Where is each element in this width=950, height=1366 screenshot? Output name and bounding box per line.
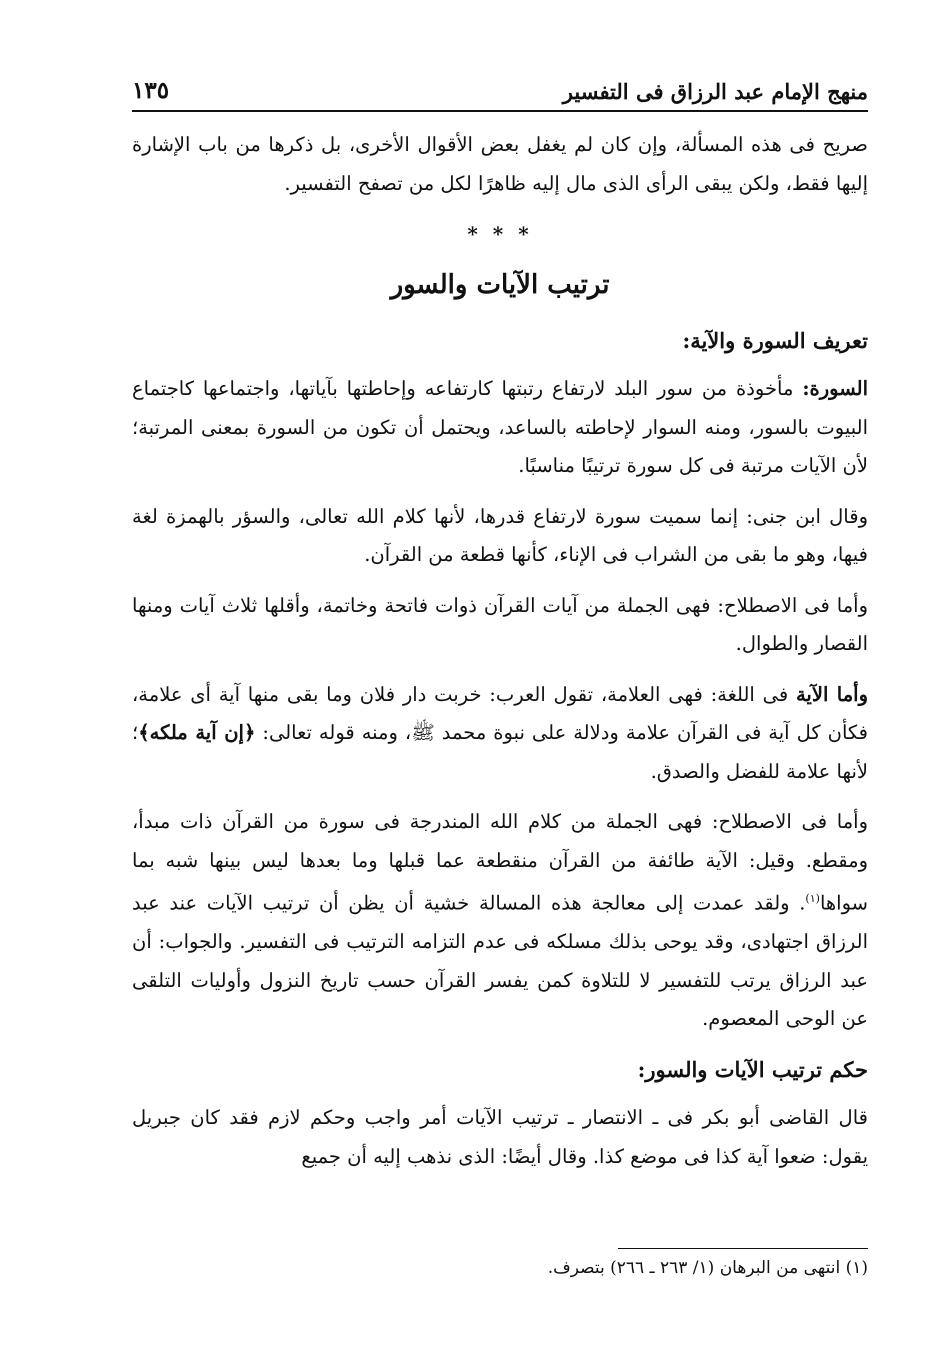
paragraph-1: صريح فى هذه المسألة، وإن كان لم يغفل بعض الأقوال الأخرى، بل ذكرها من باب الإشارة إليها فقط، ولكن يبقى الرأى الذى مال إليه ظاهرًا لكل من تصفح التفسير. xyxy=(132,133,868,195)
quran-verse: ﴿إن آية ملكه﴾ xyxy=(138,721,256,744)
paragraph-surah-definition xyxy=(132,370,868,486)
paragraph-ayah-technical-b: . ولقد عمدت إلى معالجة هذه المسالة خشية أن يظن أن ترتيب الآيات عند عبد الرزاق اجتهادى، وقد يوحى بذلك مسلكه فى عدم التزامه الترتيب فى التفسير. والجواب: أن عبد الرزاق يرتب للتفسير لا للتلاوة كمن يفسر القرآن حسب تاريخ النزول وأوليات التلقى عن الوحى المعصوم. xyxy=(132,891,868,1030)
header-rule xyxy=(132,110,868,112)
body-text xyxy=(132,126,868,1188)
footnote: (١) انتهى من البرهان (١/ ٢٦٣ ـ ٢٦٦) بتصرف. xyxy=(547,1258,868,1278)
section-separator: * * * xyxy=(467,222,533,246)
section-title: ترتيب الآيات والسور xyxy=(390,269,610,300)
book-title: منهج الإمام عبد الرزاق فى التفسير xyxy=(562,79,868,104)
subheading-ruling: حكم ترتيب الآيات والسور: xyxy=(637,1056,868,1082)
page-number: ١٣٥ xyxy=(132,77,170,104)
paragraph-ayah-technical xyxy=(132,803,868,1039)
paragraph-lead-surah: السورة: xyxy=(802,377,868,400)
paragraph-ayah-technical-a: وأما فى الاصطلاح: فهى الجملة من كلام الله المندرجة فى سورة من القرآن ذات مبدأ، ومقطع. وقيل: الآية طائفة من القرآن منقطعة عما قبلها وما بعدها ليس بينها شبه بما سواها xyxy=(132,810,868,915)
paragraph-surah-technical: وأما فى الاصطلاح: فهى الجملة من آيات القرآن ذوات فاتحة وخاتمة، وأقلها ثلاث آيات ومنها القصار والطوال. xyxy=(132,593,868,655)
paragraph-ayah-text-b: ؛ لأنها علامة للفضل والصدق. xyxy=(132,721,868,783)
paragraph-surah-text: مأخوذة من سور البلد لارتفاع رتبتها كارتفاعه وإحاطتها بآياتها، واجتماعها كاجتماع البيوت بالسور، ومنه السوار لإحاطته بالساعد، ويحتمل أن تكون من السورة بمعنى المرتبة؛ لأن الآيات مرتبة فى كل سورة ترتيبًا مناسبًا. xyxy=(132,377,868,477)
running-header xyxy=(132,64,868,104)
paragraph-ibn-jinni: وقال ابن جنى: إنما سميت سورة لارتفاع قدرها، لأنها كلام الله تعالى، والسؤر بالهمزة لغة فيها، وهو ما بقى من الشراب فى الإناء، كأنها قطعة من القرآن. xyxy=(132,504,868,566)
paragraph-lead-ayah: وأما الآية xyxy=(795,682,868,706)
paragraph-ayah-text-a: فى اللغة: فهى العلامة، تقول العرب: خربت دار فلان وما بقى منها آية أى علامة، فكأن كل آية فى القرآن علامة ودلالة على نبوة محمد ﷺ، ومنه قوله تعالى: xyxy=(132,682,868,744)
subheading-definition: تعريف السورة والآية: xyxy=(682,327,868,353)
paragraph-ayah-language xyxy=(132,676,868,792)
footnote-marker[interactable]: (١) xyxy=(805,892,820,905)
paragraph-qadi-abu-bakr: قال القاضى أبو بكر فى ـ الانتصار ـ ترتيب الآيات أمر واجب وحكم لازم فقد كان جبريل يقول: ضعوا آية كذا فى موضع كذا. وقال أيضًا: الذى نذهب إليه أن جميع xyxy=(132,1106,868,1168)
footnote-rule xyxy=(618,1248,868,1249)
